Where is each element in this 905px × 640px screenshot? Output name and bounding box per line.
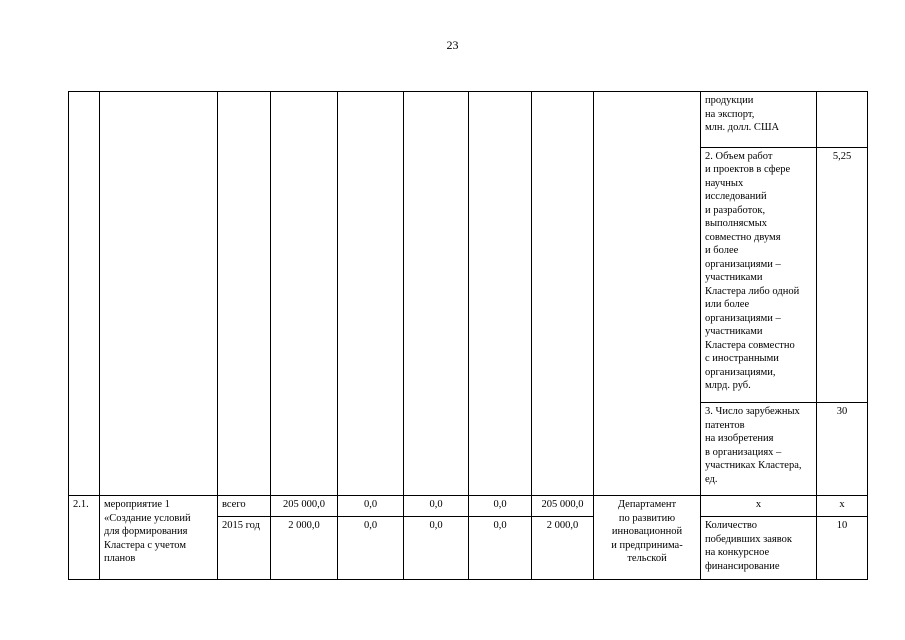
cell-empty [404, 92, 469, 496]
total-v4: 0,0 [469, 496, 532, 517]
table-row-item-total [69, 496, 868, 517]
indicator-2-value: 5,25 [817, 147, 868, 402]
total-indicator-value: х [817, 496, 868, 517]
total-v2: 0,0 [338, 496, 404, 517]
cell-empty [100, 92, 218, 496]
total-v3: 0,0 [404, 496, 469, 517]
indicator-1-value [817, 92, 868, 148]
y2015-v4: 0,0 [469, 517, 532, 580]
y2015-v2: 0,0 [338, 517, 404, 580]
cell-empty [69, 92, 100, 496]
cell-empty [271, 92, 338, 496]
cell-empty [532, 92, 594, 496]
cell-empty [338, 92, 404, 496]
y2015-v5: 2 000,0 [532, 517, 594, 580]
indicator-1-tail: продукции на экспорт, млн. долл. США [701, 92, 817, 148]
cell-empty [218, 92, 271, 496]
total-indicator: х [701, 496, 817, 517]
cell-empty [469, 92, 532, 496]
y2015-indicator: Количество победивших заявок на конкурсное финансирование [701, 517, 817, 580]
indicator-3-text: 3. Число зарубежных патентов на изобретения в организациях – участниках Кластера, ед. [701, 403, 817, 496]
item-title: мероприятие 1 «Создание условий для формирования Кластера с учетом планов [100, 496, 218, 580]
page-number: 23 [446, 38, 459, 52]
table-row [69, 92, 868, 148]
program-table [68, 91, 868, 580]
period-2015: 2015 год [218, 517, 271, 580]
indicator-3-value: 30 [817, 403, 868, 496]
period-total: всего [218, 496, 271, 517]
indicator-2-text: 2. Объем работ и проектов в сфере научных исследований и разработок, выполнясмых совместно двумя и более организациями – участниками Кластера либо одной или более организациями – участниками Кластера совместно с иностранными организациями, млрд. руб. [701, 147, 817, 402]
y2015-indicator-value: 10 [817, 517, 868, 580]
executor: Департамент по развитию инновационной и предпринима- тельской [594, 496, 701, 580]
item-number: 2.1. [69, 496, 100, 580]
total-v5: 205 000,0 [532, 496, 594, 517]
y2015-v3: 0,0 [404, 517, 469, 580]
cell-empty [594, 92, 701, 496]
y2015-v1: 2 000,0 [271, 517, 338, 580]
total-v1: 205 000,0 [271, 496, 338, 517]
